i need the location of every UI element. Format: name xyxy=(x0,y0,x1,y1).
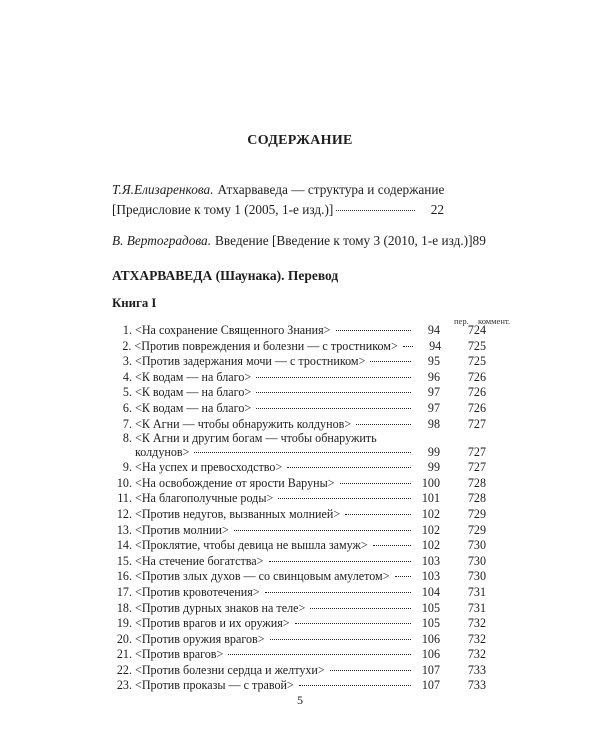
page-title: СОДЕРЖАНИЕ xyxy=(247,133,353,148)
entry-number: 10. xyxy=(116,475,132,490)
commentary-page: 730 xyxy=(467,569,486,584)
dot-leader xyxy=(330,670,411,671)
translation-page: 99 xyxy=(427,460,440,475)
entry-title: <Против злых духов — со свинцовым амулетом> xyxy=(135,569,390,584)
entry-title: <Против проказы — с травой> xyxy=(135,678,294,693)
translation-page: 95 xyxy=(427,354,440,369)
entry-title: <Против молнии> xyxy=(135,522,229,537)
intro-title: Атхарваведа — структура и содержание xyxy=(217,182,445,197)
entry-number: 3. xyxy=(122,354,132,369)
page-number: 5 xyxy=(297,693,303,707)
entry-number: 4. xyxy=(122,369,132,384)
dot-leader xyxy=(270,639,411,640)
toc-entry[interactable] xyxy=(110,476,486,492)
entry-number: 2. xyxy=(122,338,132,353)
entry-number: 18. xyxy=(116,600,132,615)
translation-page: 105 xyxy=(421,616,440,631)
entry-title: <Проклятие, чтобы девица не вышла замуж> xyxy=(135,538,368,553)
entry-title: <На освобождение от ярости Варуны> xyxy=(135,475,335,490)
commentary-page: 724 xyxy=(467,323,486,337)
commentary-page: 725 xyxy=(467,354,486,369)
entry-number: 22. xyxy=(116,662,132,677)
intro-entry-introduction[interactable] xyxy=(112,231,486,251)
book-title: Книга I xyxy=(112,296,157,310)
commentary-page: 727 xyxy=(467,460,486,475)
entry-title: <Против кровотечения> xyxy=(135,584,260,599)
translation-page: 94 xyxy=(429,338,442,353)
commentary-page: 729 xyxy=(467,522,486,537)
translation-page: 97 xyxy=(427,400,440,415)
commentary-page: 727 xyxy=(467,445,486,460)
entry-title: <К водам — на благо> xyxy=(135,369,252,384)
translation-page: 105 xyxy=(421,600,440,615)
entry-title-block xyxy=(132,432,486,460)
dot-leader xyxy=(395,576,411,577)
toc-entry[interactable] xyxy=(110,632,486,648)
intro-entry-preface[interactable] xyxy=(112,180,444,220)
intro-page-number: 22 xyxy=(430,202,444,217)
entry-title: <К Агни — чтобы обнаружить колдунов> xyxy=(135,416,352,431)
toc-entry[interactable] xyxy=(110,460,486,476)
entry-title: <К водам — на благо> xyxy=(135,385,252,400)
dot-leader xyxy=(287,467,411,468)
entry-number: 8. xyxy=(122,431,132,446)
entry-number: 5. xyxy=(122,385,132,400)
toc-entry[interactable] xyxy=(110,401,486,417)
toc-entry[interactable] xyxy=(110,354,486,370)
translation-page: 104 xyxy=(421,584,440,599)
toc-entry[interactable] xyxy=(110,385,486,401)
entry-number: 7. xyxy=(122,416,132,431)
commentary-page: 726 xyxy=(467,400,486,415)
entry-number: 6. xyxy=(122,400,132,415)
dot-leader xyxy=(265,592,411,593)
intro-title: Введение [Введение к тому 3 (2010, 1-е изд.)] xyxy=(215,233,473,248)
translation-page: 103 xyxy=(421,569,440,584)
commentary-page: 728 xyxy=(467,475,486,490)
toc-entry[interactable] xyxy=(110,569,486,585)
entry-title: <Против недугов, вызванных молнией> xyxy=(135,506,341,521)
translation-page: 98 xyxy=(427,416,440,431)
table-of-contents xyxy=(110,323,486,694)
intro-entry-line xyxy=(112,180,444,200)
translation-page: 100 xyxy=(421,475,440,490)
dot-leader xyxy=(194,452,411,453)
dot-leader xyxy=(234,530,411,531)
entry-title: <На успех и превосходство> xyxy=(135,460,283,475)
commentary-page: 732 xyxy=(467,631,486,646)
intro-author: Т.Я.Елизаренкова. xyxy=(112,182,214,197)
toc-entry[interactable] xyxy=(110,616,486,632)
commentary-page: 732 xyxy=(467,647,486,662)
entry-number: 9. xyxy=(122,460,132,475)
dot-leader xyxy=(356,424,411,425)
entry-number: 12. xyxy=(116,506,132,521)
translation-page: 96 xyxy=(427,369,440,384)
intro-author: В. Вертоградова. xyxy=(112,233,212,248)
commentary-page: 731 xyxy=(467,600,486,615)
entry-number: 13. xyxy=(116,522,132,537)
commentary-page: 730 xyxy=(467,538,486,553)
translation-page: 106 xyxy=(421,631,440,646)
translation-page: 97 xyxy=(427,385,440,400)
intro-title-cont: [Предисловие к тому 1 (2005, 1-е изд.)] xyxy=(112,202,334,217)
entry-number: 23. xyxy=(116,678,132,693)
entry-title: <На сохранение Священного Знания> xyxy=(135,323,331,337)
dot-leader xyxy=(269,561,412,562)
commentary-page: 727 xyxy=(467,416,486,431)
dot-leader xyxy=(278,498,411,499)
toc-entry[interactable] xyxy=(110,339,486,355)
toc-entry[interactable] xyxy=(110,538,486,554)
dot-leader xyxy=(228,654,411,655)
entry-title: <Против врагов и их оружия> xyxy=(135,616,290,631)
dot-leader xyxy=(373,545,411,546)
entry-title: <К водам — на благо> xyxy=(135,400,252,415)
dot-leader xyxy=(336,330,411,331)
commentary-page: 733 xyxy=(467,662,486,677)
dot-leader xyxy=(370,361,411,362)
commentary-page: 731 xyxy=(467,584,486,599)
toc-entry[interactable] xyxy=(110,585,486,601)
entry-number: 1. xyxy=(122,323,132,337)
dot-leader xyxy=(256,408,411,409)
toc-entry[interactable] xyxy=(110,663,486,679)
toc-entry[interactable] xyxy=(110,417,486,433)
toc-entry[interactable] xyxy=(110,523,486,539)
translation-page: 99 xyxy=(427,445,440,460)
dot-leader xyxy=(256,392,411,393)
commentary-page: 726 xyxy=(467,385,486,400)
intro-page-number: 89 xyxy=(472,233,486,248)
entry-title-cont: колдунов> xyxy=(135,445,190,460)
dot-leader xyxy=(295,623,411,624)
dot-leader xyxy=(256,377,411,378)
toc-entry[interactable] xyxy=(110,647,486,663)
entry-title-line xyxy=(135,445,486,460)
dot-leader xyxy=(299,685,411,686)
toc-entry[interactable] xyxy=(110,370,486,386)
translation-page: 103 xyxy=(421,553,440,568)
toc-entry[interactable] xyxy=(110,601,486,617)
entry-number: 16. xyxy=(116,569,132,584)
translation-page: 106 xyxy=(421,647,440,662)
translation-page: 102 xyxy=(421,522,440,537)
column-header-commentary: коммент. xyxy=(478,316,511,326)
commentary-page: 729 xyxy=(467,506,486,521)
entry-number: 17. xyxy=(116,584,132,599)
toc-entry[interactable] xyxy=(110,323,486,339)
entry-number: 19. xyxy=(116,616,132,631)
translation-page: 102 xyxy=(421,538,440,553)
dot-leader xyxy=(340,483,411,484)
entry-title: <Против повреждения и болезни — с тростником> xyxy=(134,338,398,353)
entry-title: <Против дурных знаков на теле> xyxy=(135,600,306,615)
entry-title: <Против болезни сердца и желтухи> xyxy=(135,662,325,677)
entry-title: <Против задержания мочи — с тростником> xyxy=(135,354,366,369)
translation-page: 102 xyxy=(421,506,440,521)
section-title: АТХАРВАВЕДА (Шаунака). Перевод xyxy=(112,268,339,283)
toc-entry[interactable] xyxy=(110,554,486,570)
commentary-page: 728 xyxy=(467,491,486,506)
dot-leader xyxy=(336,210,415,211)
intro-entry-line xyxy=(112,200,444,220)
translation-page: 94 xyxy=(427,323,440,337)
toc-entry[interactable] xyxy=(110,491,486,507)
translation-page: 101 xyxy=(421,491,440,506)
commentary-page: 725 xyxy=(467,338,486,353)
entry-number: 20. xyxy=(116,631,132,646)
commentary-page: 732 xyxy=(467,616,486,631)
column-header-translation: пер. xyxy=(454,316,469,326)
commentary-page: 733 xyxy=(467,678,486,693)
entry-title: <На благополучные роды> xyxy=(135,491,274,506)
entry-title: <На стечение богатства> xyxy=(135,553,264,568)
translation-page: 107 xyxy=(421,662,440,677)
entry-number: 11. xyxy=(117,491,132,506)
dot-leader xyxy=(345,514,411,515)
intro-entry-line xyxy=(112,231,486,251)
entry-title: <К Агни и другим богам — чтобы обнаружить xyxy=(135,431,377,446)
translation-page: 107 xyxy=(421,678,440,693)
entry-title: <Против оружия врагов> xyxy=(135,631,265,646)
dot-leader xyxy=(403,346,413,347)
toc-entry[interactable] xyxy=(110,678,486,694)
entry-number: 14. xyxy=(116,538,132,553)
dot-leader xyxy=(310,608,411,609)
entry-number: 15. xyxy=(116,553,132,568)
commentary-page: 730 xyxy=(467,553,486,568)
entry-title: <Против врагов> xyxy=(135,647,224,662)
toc-entry[interactable] xyxy=(110,507,486,523)
commentary-page: 726 xyxy=(467,369,486,384)
toc-entry[interactable] xyxy=(110,432,486,460)
entry-number: 21. xyxy=(116,647,132,662)
